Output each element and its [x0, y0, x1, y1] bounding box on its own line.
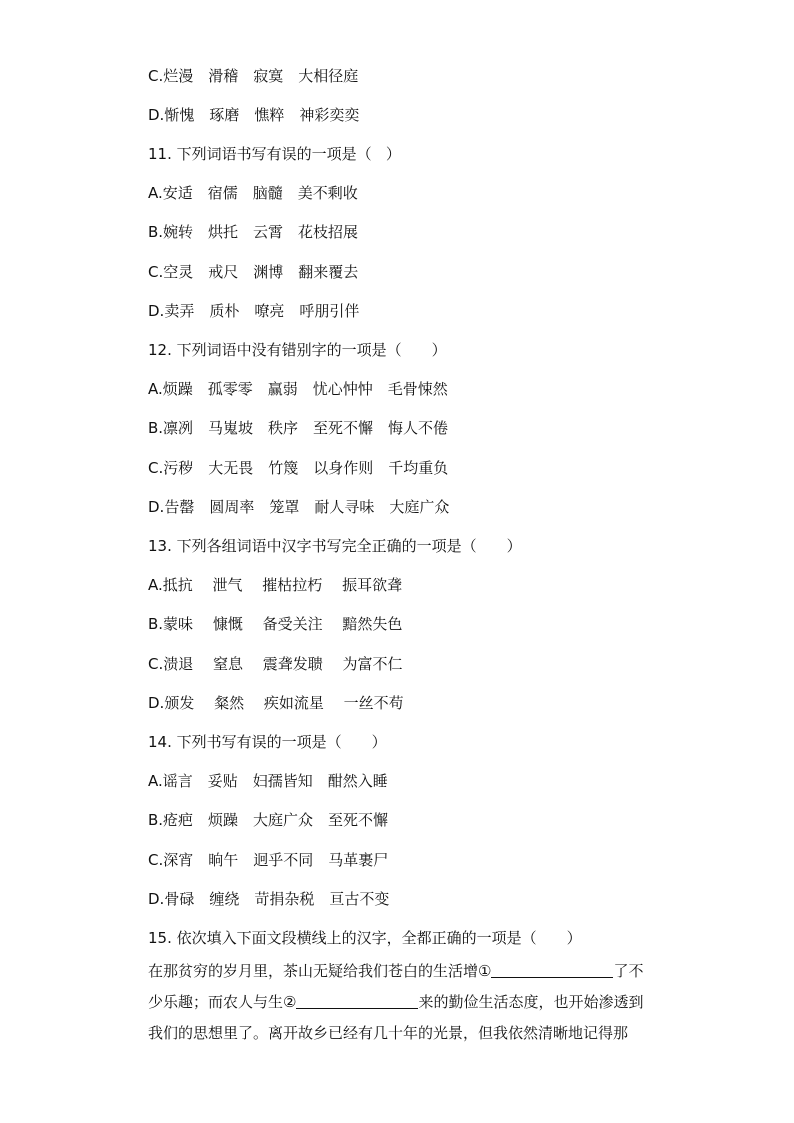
passage-line [148, 992, 678, 1012]
passage-text: 在那贫穷的岁月里，茶山无疑给我们苍白的生活增① [148, 962, 492, 980]
option-line: C.深宵 晌午 迥乎不同 马革裹尸 [148, 851, 389, 869]
option-line: A.抵抗 泄气 摧枯拉朽 振耳欲聋 [148, 576, 403, 594]
option-line: C.溃退 窒息 震聋发聩 为富不仁 [148, 655, 403, 673]
question-stem: 11. 下列词语书写有误的一项是（ ） [148, 145, 401, 163]
option-line: C.污秽 大无畏 竹篾 以身作则 千均重负 [148, 459, 449, 477]
option-line: C.烂漫 滑稽 寂寞 大相径庭 [148, 67, 359, 85]
option-line: A.谣言 妥贴 妇孺皆知 酣然入睡 [148, 772, 388, 790]
passage-line: 我们的思想里了。离开故乡已经有几十年的光景，但我依然清晰地记得那 [148, 1024, 629, 1042]
option-line: D.骨碌 缠绕 苛捐杂税 亘古不变 [148, 890, 390, 908]
option-line: A.烦躁 孤零零 赢弱 忧心忡忡 毛骨悚然 [148, 380, 448, 398]
option-line: D.惭愧 琢磨 憔粹 神彩奕奕 [148, 106, 360, 124]
question-stem: 14. 下列书写有误的一项是（ ） [148, 733, 387, 751]
option-line: D.告罄 圆周率 笼罩 耐人寻味 大庭广众 [148, 498, 450, 516]
option-line: B.疮疤 烦躁 大庭广众 至死不懈 [148, 811, 389, 829]
option-line: B.蒙味 慷慨 备受关注 黯然失色 [148, 615, 403, 633]
option-line: C.空灵 戒尺 渊博 翻来覆去 [148, 263, 359, 281]
question-stem: 12. 下列词语中没有错别字的一项是（ ） [148, 341, 447, 359]
option-line: B.凛冽 马嵬坡 秩序 至死不懈 悔人不倦 [148, 419, 449, 437]
fill-blank-2 [296, 992, 418, 1009]
option-line: B.婉转 烘托 云霄 花枝招展 [148, 223, 359, 241]
passage-text: 了不 [613, 962, 644, 980]
question-stem: 13. 下列各组词语中汉字书写完全正确的一项是（ ） [148, 537, 522, 555]
question-stem: 15. 依次填入下面文段横线上的汉字，全都正确的一项是（ ） [148, 929, 582, 947]
passage-text: 来的勤俭生活态度，也开始渗透到 [418, 993, 644, 1011]
option-line: D.卖弄 质朴 嘹亮 呼朋引伴 [148, 302, 360, 320]
option-line: A.安适 宿儒 脑髓 美不剩收 [148, 184, 358, 202]
fill-blank-1 [491, 961, 613, 978]
option-line: D.颁发 粲然 疾如流星 一丝不苟 [148, 694, 404, 712]
passage-text: 少乐趣；而农人与生② [148, 993, 297, 1011]
passage-line [148, 961, 678, 981]
